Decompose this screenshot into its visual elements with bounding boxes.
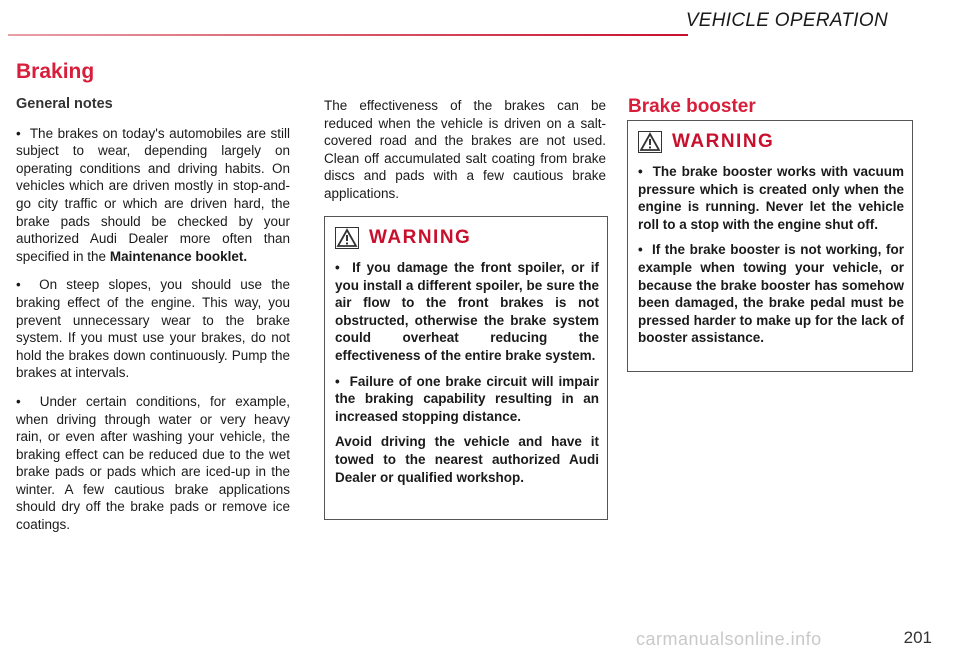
page-number: 201: [903, 628, 932, 647]
warning-triangle-icon: [335, 227, 359, 249]
warning-box-booster: [627, 120, 913, 372]
maintenance-booklet-ref: Maintenance booklet.: [109, 248, 248, 264]
section-title: VEHICLE OPERATION: [685, 10, 888, 31]
warning-item: • Failure of one brake circuit will impair the braking capability resulting in an increased stopping distance.: [335, 373, 599, 426]
header-rule: [8, 34, 688, 36]
warning-closing: Avoid driving the vehicle and have it towed to the nearest authorized Audi Dealer or qualified workshop.: [335, 434, 599, 485]
left-column: [16, 96, 290, 545]
paragraph-salt: The effectiveness of the brakes can be reduced when the vehicle is driven on a salt-covered road and the brakes are not used. Clean off accumulated salt coating from brake discs and pads with a few cautious brake applications.: [324, 98, 606, 201]
paragraph-wear: • The brakes on today's automobiles are still subject to wear, depending largely on operating conditions and driving habits. On vehicles which are driven mostly in stop-and-go city traffic or which are driven hard, the brake pads should be checked by your authorized Audi Dealer more often than specified in the Maintenance booklet.: [16, 125, 290, 266]
warning-header: [335, 227, 599, 249]
warning-header: [638, 131, 904, 153]
warning-triangle-icon: [638, 131, 662, 153]
page-title: Braking: [16, 60, 95, 83]
warning-label: WARNING: [369, 227, 472, 248]
warning-label: WARNING: [672, 131, 775, 152]
warning-item: • The brake booster works with vacuum pressure which is created only when the engine is running. Never let the vehicle roll to a stop with the engine shut off.: [638, 163, 904, 233]
paragraph-wet-brakes: • Under certain conditions, for example, when driving through water or very heavy rain, or even after washing your vehicle, the braking effect can be reduced due to the wet brake pads or pads which are iced-up in the winter. A few cautious brake applications should dry off the brake pads or remove ice coatings.: [16, 393, 290, 534]
warning-box-spoiler: [324, 216, 608, 520]
warning-item: • If you damage the front spoiler, or if you install a different spoiler, be sure the air flow to the front brakes is not obstructed, otherwise the brake system could overheat reducing the effectiveness of the entire brake system.: [335, 259, 599, 365]
brake-booster-heading: Brake booster: [628, 96, 756, 117]
general-notes-heading: General notes: [16, 96, 113, 112]
watermark: carmanualsonline.info: [636, 629, 822, 649]
warning-item: • If the brake booster is not working, for example when towing your vehicle, or because the brake booster has somehow been damaged, the brake pedal must be pressed harder to make up for the lack of booster assistance.: [638, 241, 904, 347]
middle-column-text: [324, 97, 606, 214]
paragraph-slopes: • On steep slopes, you should use the braking effect of the engine. This way, you prevent unnecessary wear to the brake system. If you must use your brakes, do not hold the brakes down continuously. Pump the brakes at intervals.: [16, 276, 290, 382]
